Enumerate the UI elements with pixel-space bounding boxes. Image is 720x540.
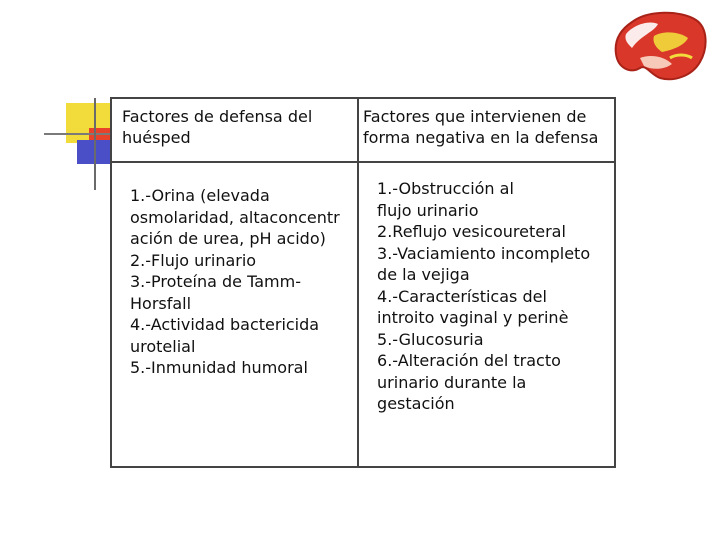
list-item: 2.Reflujo vesicoureteral <box>377 222 566 241</box>
list-item: introito vaginal y perinè <box>377 308 569 327</box>
decor-horizontal-line <box>44 133 110 135</box>
table-row <box>111 162 615 467</box>
list-item: 3.-Proteína de Tamm- <box>130 272 301 291</box>
list-item: 2.-Flujo urinario <box>130 250 257 270</box>
list-item: 4.-Características del <box>377 286 547 306</box>
defense-factors-table <box>110 97 616 468</box>
header-line: huésped <box>122 128 191 147</box>
header-line: forma negativa en la defensa <box>363 128 599 147</box>
list-item: urotelial <box>130 336 196 356</box>
list-item: de la vejiga <box>377 265 470 284</box>
list-item: 1.-Obstrucción al <box>377 179 514 198</box>
table-header-row <box>111 98 615 162</box>
list-item: 3.-Vaciamiento incompleto <box>377 243 591 263</box>
list-item: 5.-Glucosuria <box>377 329 484 349</box>
list-item: osmolaridad, altaconcentr <box>130 207 340 227</box>
list-item: gestación <box>377 394 455 413</box>
list-item: Horsfall <box>130 293 192 313</box>
header-host-defense <box>111 98 358 162</box>
host-defense-list <box>111 162 358 467</box>
list-item: 5.-Inmunidad humoral <box>130 358 308 377</box>
list-item: flujo urinario <box>377 200 479 220</box>
list-item: urinario durante la <box>377 372 527 392</box>
list-item: 4.-Actividad bactericida <box>130 315 320 334</box>
negative-factors-list <box>358 162 615 467</box>
list-item: 6.-Alteración del tracto <box>377 351 561 370</box>
header-line: Factores que intervienen de <box>363 107 587 126</box>
header-negative-factors <box>358 98 615 162</box>
kidney-illustration-icon <box>610 8 710 86</box>
list-item: ación de urea, pH acido) <box>130 229 326 248</box>
header-line: Factores de defensa del <box>122 107 313 126</box>
decor-vertical-line <box>94 98 96 190</box>
list-item: 1.-Orina (elevada <box>130 186 270 205</box>
